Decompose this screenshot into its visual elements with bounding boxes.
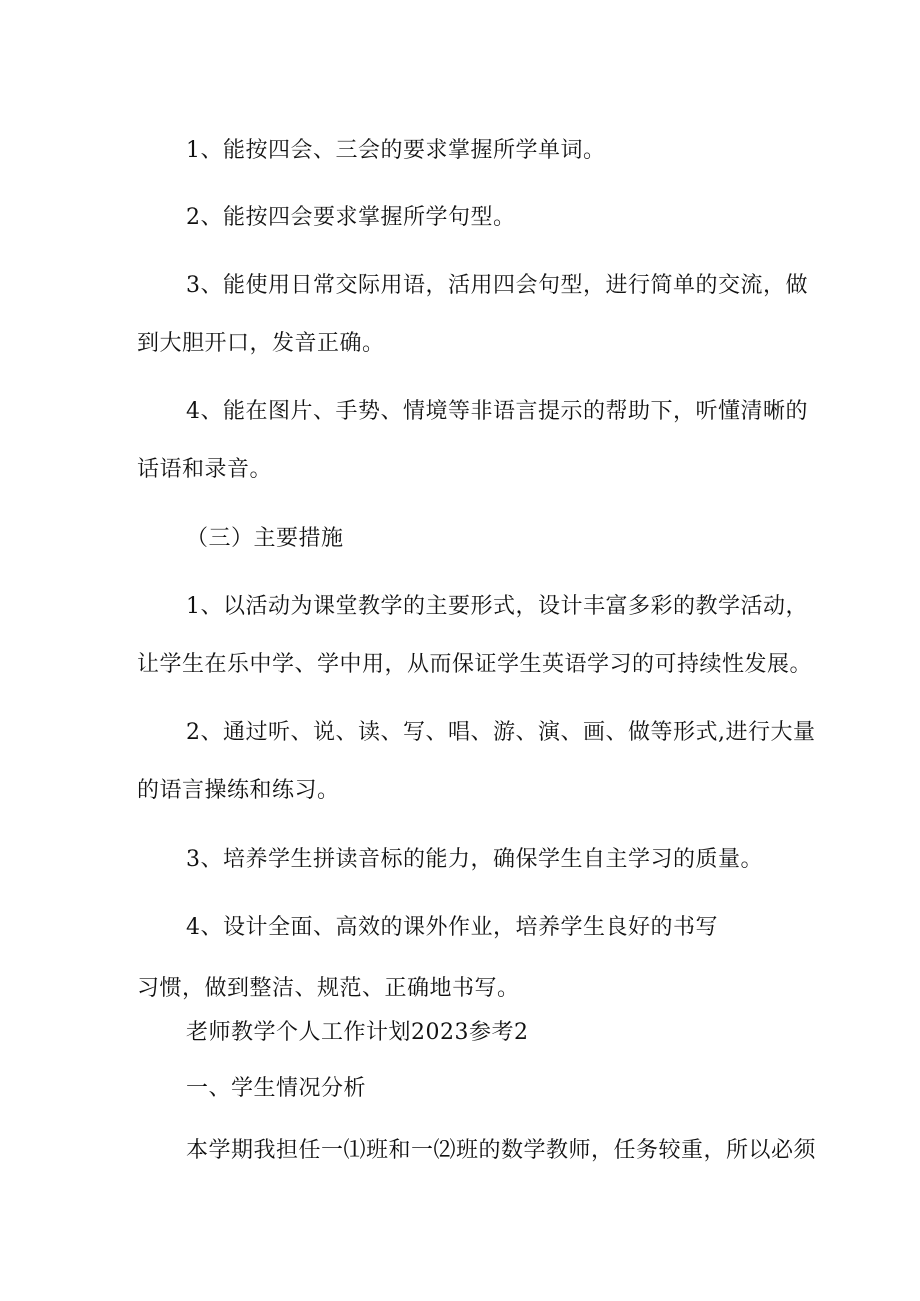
paragraph-goal-4-line-1: 4、能在图片、手势、情境等非语言提示的帮助下，听懂清晰的: [186, 399, 808, 424]
paragraph-goal-3-line-2: 到大胆开口，发音正确。: [137, 331, 385, 356]
paragraph-measure-1-line-2: 让学生在乐中学、学中用，从而保证学生英语学习的可持续性发展。: [137, 652, 813, 677]
paragraph-measure-1-line-1: 1、以活动为课堂教学的主要形式，设计丰富多彩的教学活动，: [186, 594, 808, 619]
paragraph-measure-4-line-2: 习惯，做到整洁、规范、正确地书写。: [137, 976, 520, 1001]
paragraph-goal-3-line-1: 3、能使用日常交际用语，活用四会句型，进行简单的交流，做: [186, 273, 808, 298]
section-heading-student-analysis: 一、学生情况分析: [186, 1076, 367, 1101]
paragraph-measure-2-line-1: 2、通过听、说、读、写、唱、游、演、画、做等形式,进行大量: [186, 720, 816, 745]
paragraph-measure-4-line-1: 4、设计全面、高效的课外作业，培养学生良好的书写: [186, 915, 718, 940]
paragraph-student-analysis: 本学期我担任一⑴班和一⑵班的数学教师，任务较重，所以必须: [186, 1138, 817, 1163]
paragraph-goal-4-line-2: 话语和录音。: [137, 457, 273, 482]
paragraph-measure-2-line-2: 的语言操练和练习。: [137, 778, 340, 803]
document-section-title: 老师教学个人工作计划2023参考2: [186, 1020, 529, 1045]
paragraph-goal-2: 2、能按四会要求掌握所学句型。: [186, 205, 516, 230]
paragraph-goal-1: 1、能按四会、三会的要求掌握所学单词。: [186, 138, 606, 163]
section-heading-measures: （三）主要措施: [186, 526, 344, 551]
paragraph-measure-3: 3、培养学生拼读音标的能力，确保学生自主学习的质量。: [186, 847, 763, 872]
